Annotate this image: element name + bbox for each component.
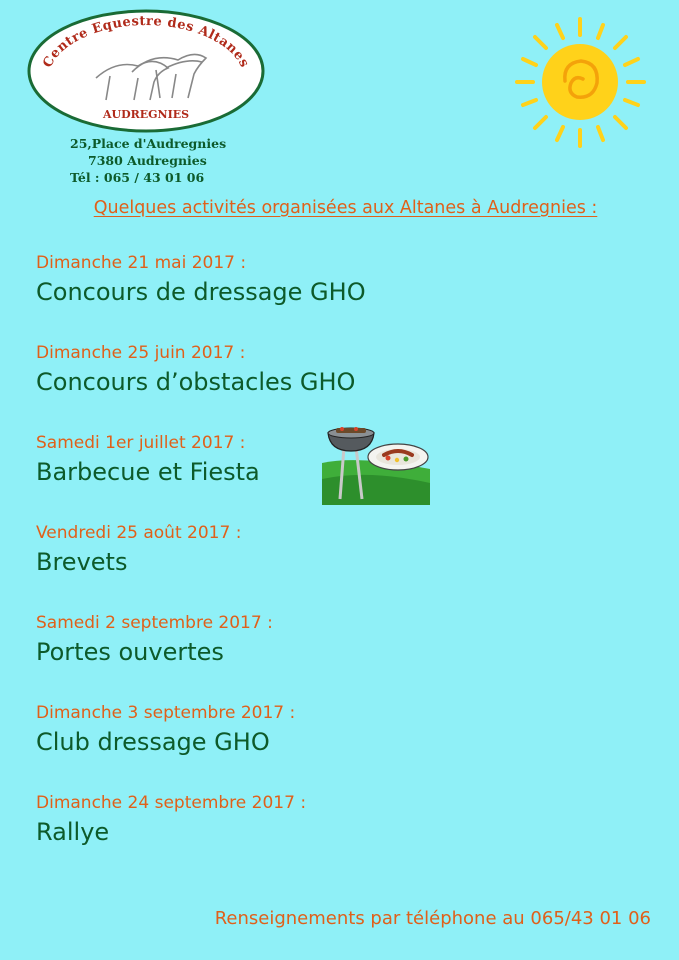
event-date: Samedi 2 septembre 2017 : [36,613,273,633]
event-title: Concours d’obstacles GHO [36,368,356,396]
event-item [36,432,366,522]
event-title: Portes ouvertes [36,638,224,666]
intro-heading: Quelques activités organisées aux Altanes à Audregnies : [93,198,598,218]
address-street: 25,Place d'Audregnies [70,136,227,151]
sun-icon [513,15,648,150]
logo-town: AUDREGNIES [102,108,190,121]
event-item [36,612,366,702]
event-date: Dimanche 25 juin 2017 : [36,343,246,363]
event-date: Dimanche 24 septembre 2017 : [36,793,307,813]
event-title: Club dressage GHO [36,728,270,756]
event-title: Rallye [36,818,110,846]
address-city: 7380 Audregnies [88,153,207,168]
logo-name: Centre Equestre des Altanes [40,13,252,71]
event-title: Barbecue et Fiesta [36,458,260,486]
club-logo [26,8,266,134]
contact-footer: Renseignements par téléphone au 065/43 01 06 [214,908,651,929]
event-title: Concours de dressage GHO [36,278,366,306]
barbecue-icon [318,419,430,505]
horses-logo-icon [26,8,266,134]
event-date: Dimanche 3 septembre 2017 : [36,703,296,723]
address-phone: Tél : 065 / 43 01 06 [70,170,205,185]
event-title: Brevets [36,548,128,576]
event-item [36,792,366,882]
event-item [36,522,366,612]
event-date: Vendredi 25 août 2017 : [36,523,242,543]
address-block [62,135,232,186]
event-item [36,252,366,342]
event-date: Samedi 1er juillet 2017 : [36,433,246,453]
event-date: Dimanche 21 mai 2017 : [36,253,247,273]
events-list [36,252,366,882]
event-item [36,342,366,432]
event-item [36,702,366,792]
